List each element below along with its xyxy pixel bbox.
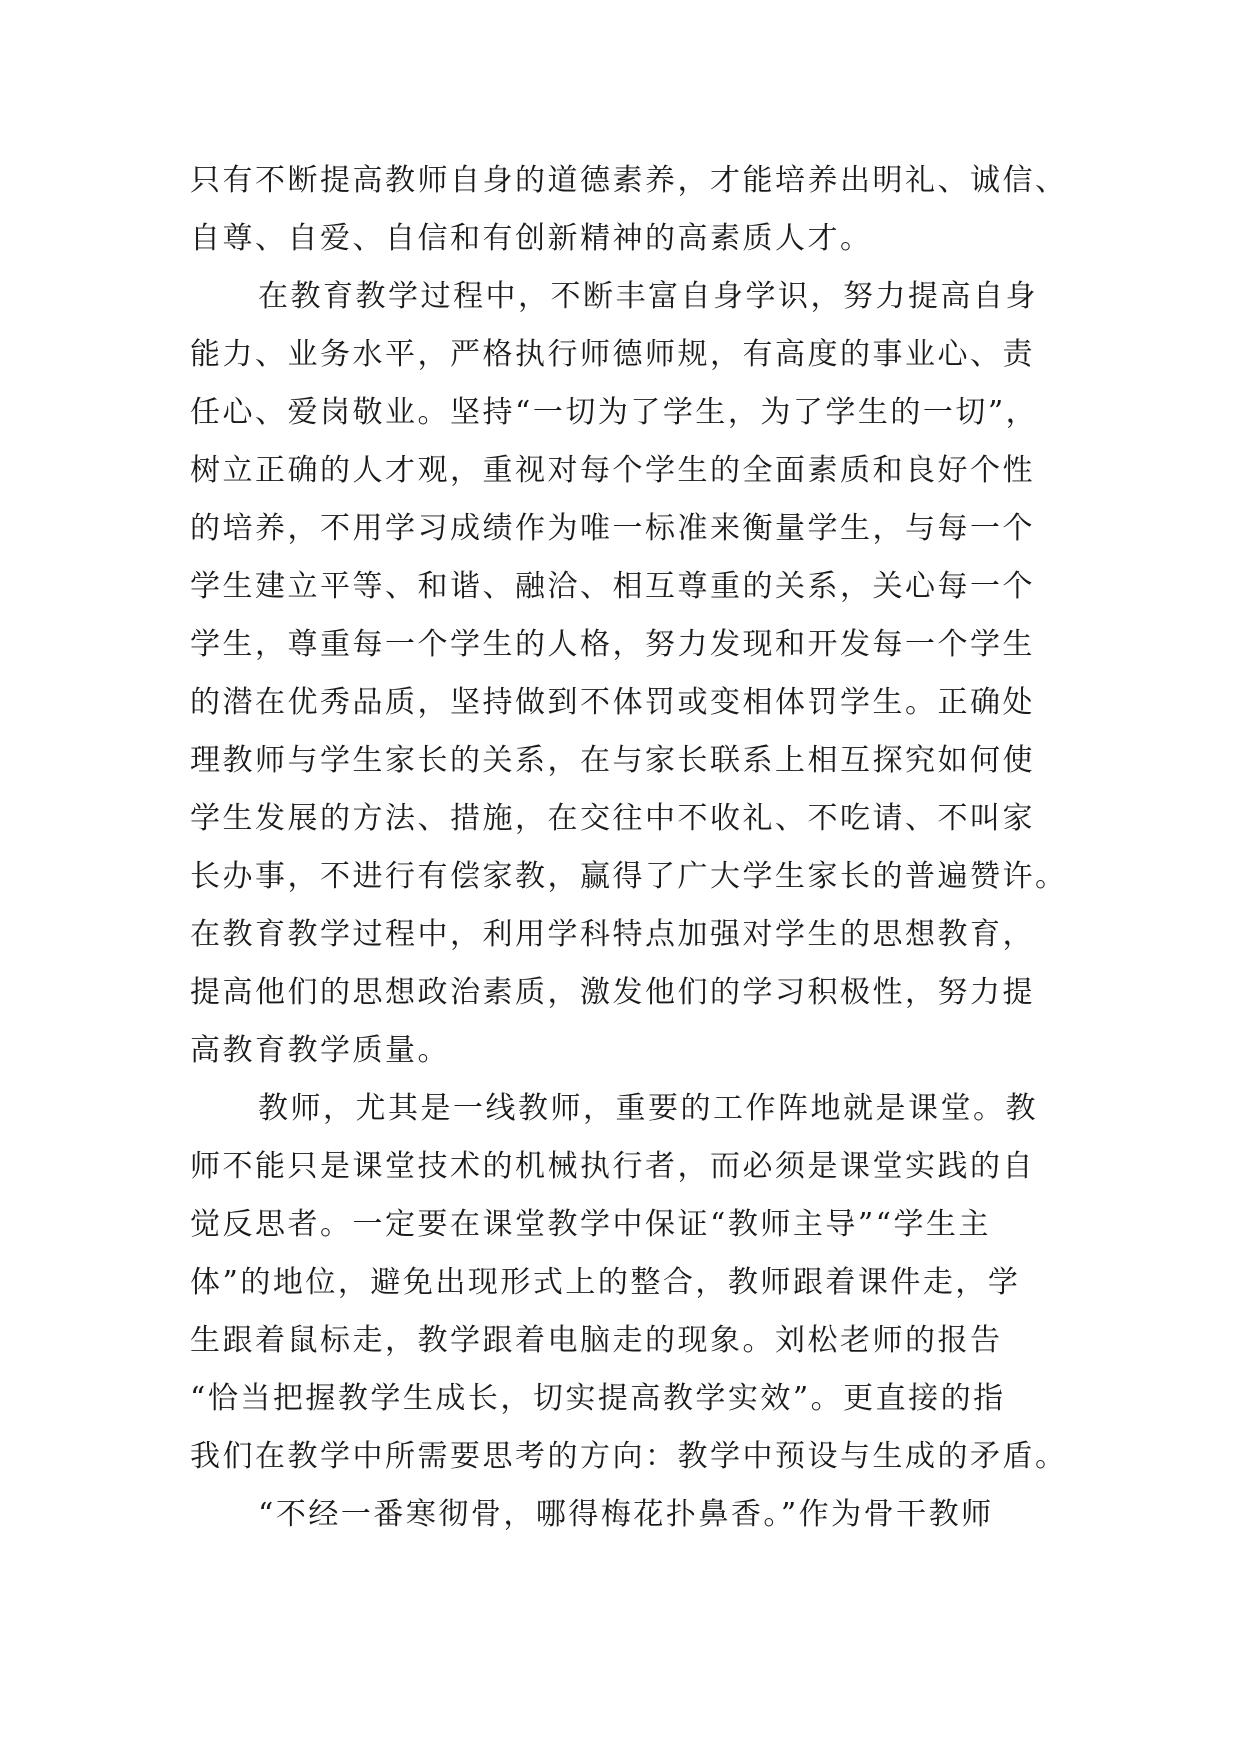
text-line: “恰当把握教学生成长，切实提高教学实效”。更直接的指 — [190, 1381, 1006, 1416]
text-line: 教师，尤其是一线教师，重要的工作阵地就是课堂。教 — [258, 1091, 1038, 1126]
text-line: 我们在教学中所需要思考的方向：教学中预设与生成的矛盾。 — [190, 1439, 1068, 1474]
text-line: 在教育教学过程中，利用学科特点加强对学生的思想教育， — [190, 917, 1035, 952]
text-line: 学生发展的方法、措施，在交往中不收礼、不吃请、不叫家 — [190, 801, 1035, 836]
text-line: 自尊、自爱、自信和有创新精神的高素质人才。 — [190, 221, 873, 256]
text-line: 的潜在优秀品质，坚持做到不体罚或变相体罚学生。正确处 — [190, 685, 1035, 720]
text-line: 的培养，不用学习成绩作为唯一标准来衡量学生，与每一个 — [190, 511, 1035, 546]
text-line: 师不能只是课堂技术的机械执行者，而必须是课堂实践的自 — [190, 1149, 1035, 1184]
text-line: “不经一番寒彻骨，哪得梅花扑鼻香。”作为骨干教师 — [258, 1497, 994, 1532]
text-line: 生跟着鼠标走，教学跟着电脑走的现象。刘松老师的报告 — [190, 1323, 1003, 1358]
text-line: 在教育教学过程中，不断丰富自身学识，努力提高自身 — [258, 279, 1038, 314]
text-line: 提高他们的思想政治素质，激发他们的学习积极性，努力提 — [190, 975, 1035, 1010]
text-line: 学生建立平等、和谐、融洽、相互尊重的关系，关心每一个 — [190, 569, 1035, 604]
text-line: 学生，尊重每一个学生的人格，努力发现和开发每一个学生 — [190, 627, 1035, 662]
text-line: 只有不断提高教师自身的道德素养，才能培养出明礼、诚信、 — [190, 163, 1068, 198]
text-line: 体”的地位，避免出现形式上的整合，教师跟着课件走，学 — [190, 1265, 1021, 1300]
text-line: 理教师与学生家长的关系，在与家长联系上相互探究如何使 — [190, 743, 1035, 778]
text-line: 高教育教学质量。 — [190, 1033, 450, 1068]
text-line: 长办事，不进行有偿家教，赢得了广大学生家长的普遍赞许。 — [190, 859, 1068, 894]
document-body — [190, 152, 1070, 1544]
text-line: 能力、业务水平，严格执行师德师规，有高度的事业心、责 — [190, 337, 1035, 372]
text-line: 任心、爱岗敬业。坚持“一切为了学生，为了学生的一切”， — [190, 395, 1039, 430]
text-line: 树立正确的人才观，重视对每个学生的全面素质和良好个性 — [190, 453, 1035, 488]
text-line: 觉反思者。一定要在课堂教学中保证“教师主导”“学生主 — [190, 1207, 992, 1242]
